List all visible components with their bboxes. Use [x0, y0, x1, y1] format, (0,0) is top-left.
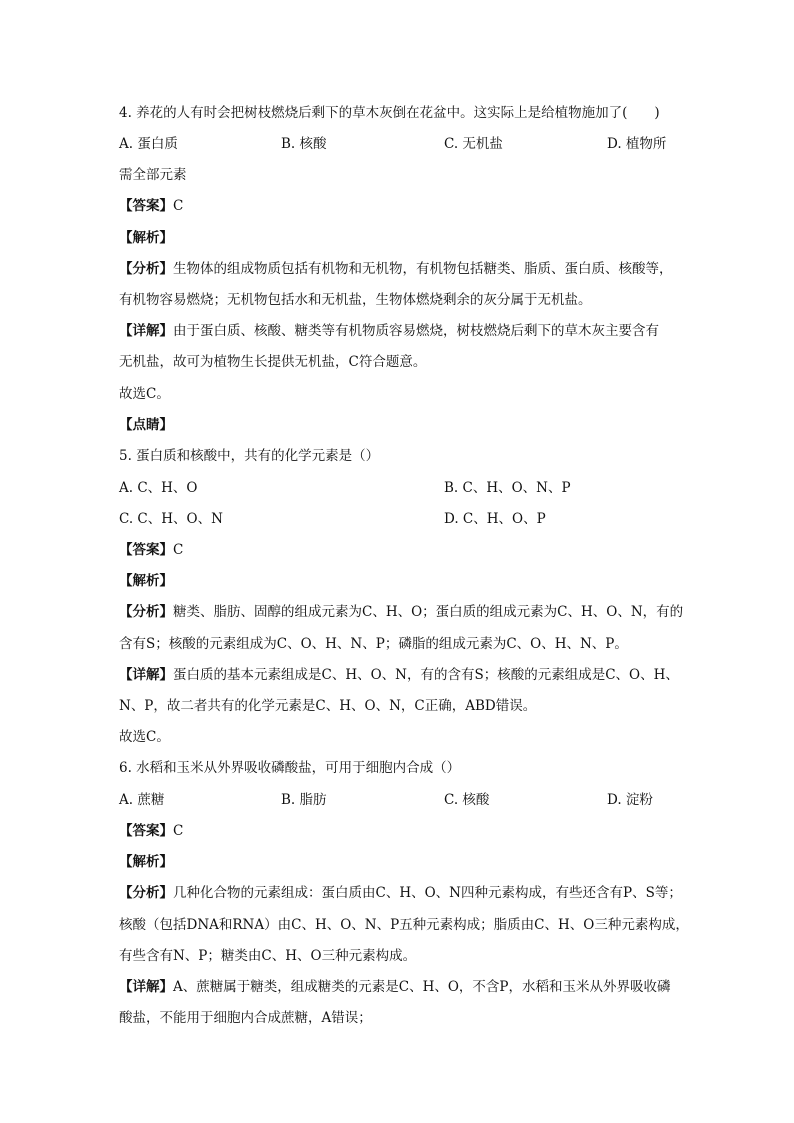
q5-fenxi-line-2: 含有S；核酸的元素组成为C、O、H、N、P；磷脂的组成元素为C、O、H、N、P。 [119, 636, 628, 652]
fenxi-tag: 【分析】 [119, 885, 173, 901]
q4-option-a: A. 蛋白质 [119, 136, 178, 152]
q4-option-d: D. 植物所 [607, 136, 667, 152]
answer-tag: 【答案】 [119, 198, 173, 214]
q5-option-a: A. C、H、O [119, 480, 198, 496]
answer-value: C [173, 823, 184, 839]
q6-xiangjie-line-2: 酸盐，不能用于细胞内合成蔗糖，A错误； [119, 1010, 372, 1026]
q6-xiangjie-line-1 [119, 977, 679, 997]
q4-option-b: B. 核酸 [281, 136, 327, 152]
xiangjie-tag: 【详解】 [119, 667, 173, 683]
q6-option-d: D. 淀粉 [607, 792, 653, 808]
fenxi-text: 糖类、脂肪、固醇的组成元素为C、H、O；蛋白质的组成元素为C、H、O、N，有的 [173, 604, 684, 620]
q4-dianjing-tag: 【点睛】 [119, 417, 173, 433]
q5-option-d: D. C、H、O、P [444, 511, 546, 527]
q6-fenxi-line-1 [119, 883, 682, 903]
q4-fenxi-line-2: 有机物容易燃烧；无机物包括水和无机盐，生物体燃烧剩余的灰分属于无机盐。 [119, 292, 592, 308]
q6-answer [119, 821, 679, 841]
xiangjie-text: 由于蛋白质、核酸、糖类等有机物质容易燃烧，树枝燃烧后剩下的草木灰主要含有 [173, 323, 659, 339]
q5-answer [119, 540, 679, 560]
q4-conclusion: 故选C。 [119, 386, 170, 402]
xiangjie-tag: 【详解】 [119, 979, 173, 995]
q6-stem: 6. 水稻和玉米从外界吸收磷酸盐，可用于细胞内合成（） [119, 760, 461, 776]
q4-stem: 4. 养花的人有时会把树枝燃烧后剩下的草木灰倒在花盆中。这实际上是给植物施加了( ) [119, 105, 660, 121]
fenxi-text: 几种化合物的元素组成：蛋白质由C、H、O、N四种元素构成，有些还含有P、S等； [173, 885, 682, 901]
fenxi-tag: 【分析】 [119, 261, 173, 277]
q5-analysis-tag: 【解析】 [119, 573, 173, 589]
q5-option-b: B. C、H、O、N、P [444, 480, 571, 496]
q6-fenxi-line-2: 核酸（包括DNA和RNA）由C、H、O、N、P五种元素构成；脂质由C、H、O三种元素构成， [119, 917, 689, 933]
q5-fenxi-line-1 [119, 602, 684, 622]
q4-option-wrap: 需全部元素 [119, 167, 187, 183]
answer-value: C [173, 542, 184, 558]
q6-fenxi-line-3: 有些含有N、P；糖类由C、H、O三种元素构成。 [119, 948, 417, 964]
xiangjie-tag: 【详解】 [119, 323, 173, 339]
xiangjie-text: A、蔗糖属于糖类，组成糖类的元素是C、H、O，不含P，水稻和玉米从外界吸收磷 [173, 979, 671, 995]
xiangjie-text: 蛋白质的基本元素组成是C、H、O、N，有的含有S；核酸的元素组成是C、O、H、 [173, 667, 679, 683]
answer-tag: 【答案】 [119, 542, 173, 558]
q5-conclusion: 故选C。 [119, 729, 170, 745]
q4-fenxi-line-1 [119, 259, 679, 279]
q5-stem: 5. 蛋白质和核酸中，共有的化学元素是（） [119, 448, 380, 464]
q5-xiangjie-line-2: N、P，故二者共有的化学元素是C、H、O、N，C正确，ABD错误。 [119, 698, 537, 714]
q6-option-a: A. 蔗糖 [119, 792, 165, 808]
answer-value: C [173, 198, 184, 214]
q4-xiangjie-line-1 [119, 321, 679, 341]
q6-option-c: C. 核酸 [444, 792, 490, 808]
q4-option-c: C. 无机盐 [444, 136, 503, 152]
q4-answer [119, 196, 679, 216]
q5-option-c: C. C、H、O、N [119, 511, 223, 527]
fenxi-text: 生物体的组成物质包括有机物和无机物，有机物包括糖类、脂质、蛋白质、核酸等， [173, 261, 673, 277]
q6-option-b: B. 脂肪 [281, 792, 327, 808]
fenxi-tag: 【分析】 [119, 604, 173, 620]
q4-analysis-tag: 【解析】 [119, 230, 173, 246]
q5-xiangjie-line-1 [119, 665, 679, 685]
q6-analysis-tag: 【解析】 [119, 854, 173, 870]
q4-xiangjie-line-2: 无机盐，故可为植物生长提供无机盐，C符合题意。 [119, 354, 427, 370]
answer-tag: 【答案】 [119, 823, 173, 839]
